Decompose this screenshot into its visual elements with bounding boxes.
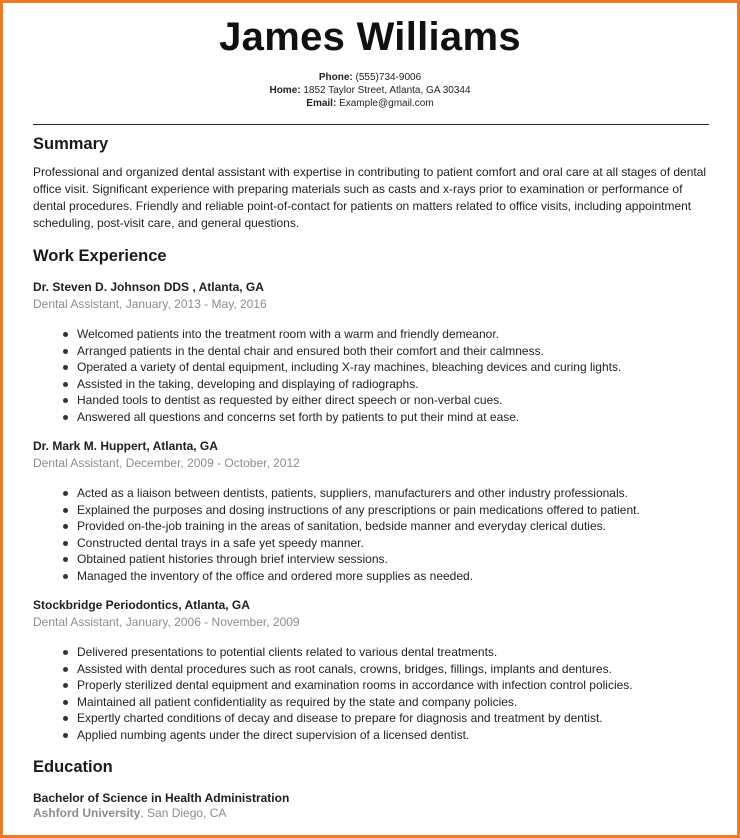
job-role-line <box>33 615 709 630</box>
education-location: , San Diego, CA <box>140 806 227 820</box>
job-role: Dental Assistant <box>33 615 120 629</box>
duty-item: Properly sterilized dental equipment and examination rooms in accordance with infection control policies. <box>77 677 709 694</box>
duty-item: Operated a variety of dental equipment, including X-ray machines, bleaching devices and curing lights. <box>77 359 709 376</box>
contact-block <box>3 71 737 110</box>
education-school: Ashford University <box>33 806 141 820</box>
home-value: 1852 Taylor Street, Atlanta, GA 30344 <box>303 85 471 96</box>
experience-heading: Work Experience <box>33 247 167 265</box>
job-entry <box>33 598 709 743</box>
education-degree: Bachelor of Science in Health Administration <box>33 791 290 805</box>
job-role-line <box>33 456 709 471</box>
experience-section <box>33 247 709 743</box>
duty-item: Arranged patients in the dental chair and ensured both their comfort and their calmness. <box>77 343 709 360</box>
job-entry <box>33 280 709 425</box>
candidate-name: James Williams <box>219 15 521 59</box>
education-heading: Education <box>33 758 113 776</box>
duty-item: Answered all questions and concerns set forth by patients to put their mind at ease. <box>77 409 709 426</box>
email-value: Example@gmail.com <box>339 98 434 109</box>
resume-page <box>3 3 737 835</box>
duty-item: Applied numbing agents under the direct supervision of a licensed dentist. <box>77 727 709 744</box>
email-label: Email: <box>306 98 337 109</box>
education-school-line <box>33 806 709 821</box>
job-dates: , January, 2006 - November, 2009 <box>119 615 300 629</box>
phone-value: (555)734-9006 <box>355 72 422 83</box>
duty-item: Provided on-the-job training in the areas of sanitation, bedside manner and everyday clerical duties. <box>77 518 709 535</box>
duty-item: Constructed dental trays in a safe yet speedy manner. <box>77 535 709 552</box>
job-role: Dental Assistant <box>33 456 120 470</box>
duty-item: Assisted in the taking, developing and displaying of radiographs. <box>77 376 709 393</box>
duty-item: Obtained patient histories through brief interview sessions. <box>77 551 709 568</box>
job-employer: Stockbridge Periodontics, Atlanta, GA <box>33 598 250 612</box>
duty-list <box>33 326 709 425</box>
duty-item: Welcomed patients into the treatment room with a warm and friendly demeanor. <box>77 326 709 343</box>
email-line <box>3 97 737 110</box>
job-role: Dental Assistant <box>33 297 120 311</box>
resume-content <box>33 135 709 821</box>
summary-section <box>33 135 709 232</box>
duty-item: Acted as a liaison between dentists, patients, suppliers, manufacturers and other industry professionals. <box>77 485 709 502</box>
duty-item: Expertly charted conditions of decay and disease to prepare for diagnosis and treatment by dentist. <box>77 710 709 727</box>
summary-heading: Summary <box>33 135 109 153</box>
duty-item: Maintained all patient confidentiality as required by the state and company policies. <box>77 694 709 711</box>
duty-item: Handed tools to dentist as requested by either direct speech or non-verbal cues. <box>77 392 709 409</box>
job-employer: Dr. Steven D. Johnson DDS , Atlanta, GA <box>33 280 264 294</box>
duty-item: Delivered presentations to potential clients related to various dental treatments. <box>77 644 709 661</box>
job-dates: , January, 2013 - May, 2016 <box>119 297 267 311</box>
duty-item: Assisted with dental procedures such as root canals, crowns, bridges, fillings, implants and dentures. <box>77 661 709 678</box>
phone-label: Phone: <box>318 72 353 83</box>
education-section <box>33 758 709 821</box>
job-entry <box>33 439 709 584</box>
job-role-line <box>33 297 709 312</box>
header-divider <box>33 124 709 125</box>
job-dates: , December, 2009 - October, 2012 <box>119 456 300 470</box>
phone-line <box>3 71 737 84</box>
duty-list <box>33 644 709 743</box>
home-line <box>3 84 737 97</box>
summary-text: Professional and organized dental assistant with expertise in contributing to patient comfort and oral care at all stages of dental office visit. Significant experience with preparing materials such as casts and x-rays prior to examination or performance of dental procedures. Friendly and reliable point-of-contact for patients on matters related to office visits, including appointment scheduling, post-visit care, and general questions. <box>33 165 707 230</box>
duty-list <box>33 485 709 584</box>
home-label: Home: <box>269 85 301 96</box>
job-employer: Dr. Mark M. Huppert, Atlanta, GA <box>33 439 218 453</box>
duty-item: Managed the inventory of the office and ordered more supplies as needed. <box>77 568 709 585</box>
duty-item: Explained the purposes and dosing instructions of any prescriptions or pain medications offered to patient. <box>77 502 709 519</box>
